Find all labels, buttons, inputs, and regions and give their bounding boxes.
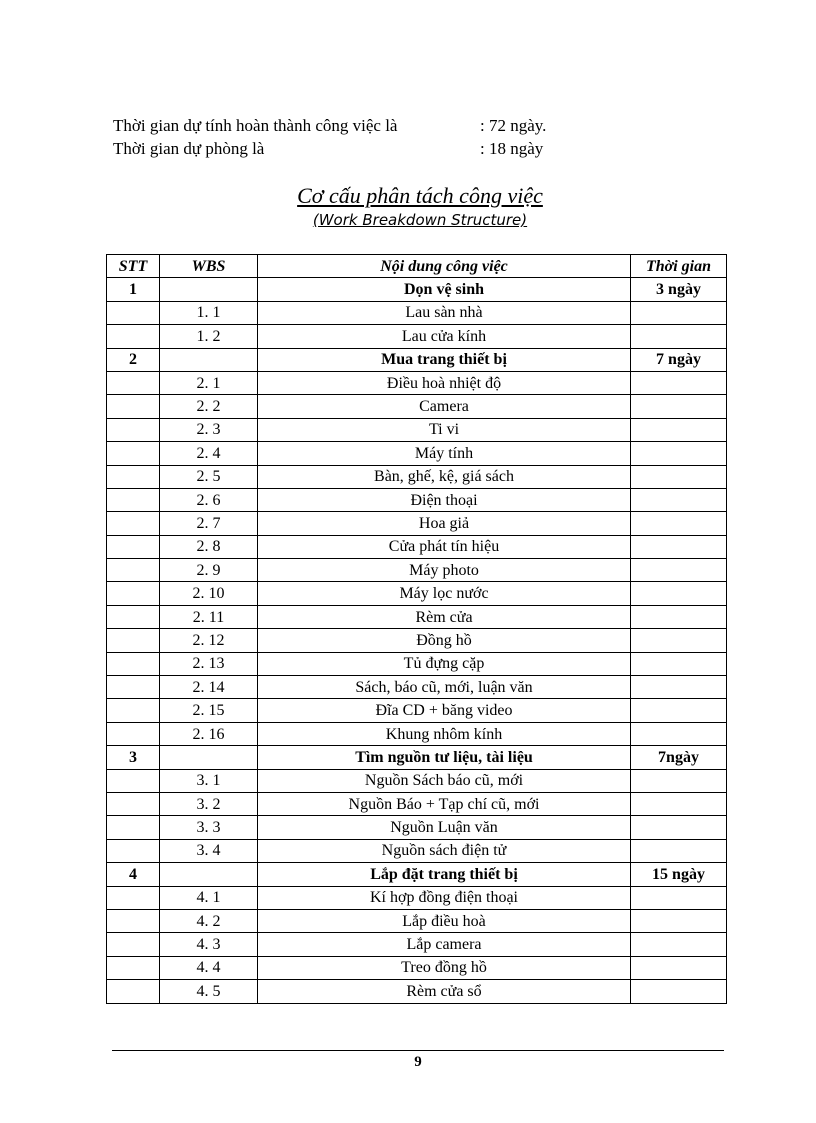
cell-wbs — [160, 348, 258, 371]
cell-time — [631, 301, 727, 324]
cell-content: Lau cửa kính — [258, 325, 631, 348]
cell-stt — [107, 418, 160, 441]
cell-stt — [107, 676, 160, 699]
cell-time — [631, 886, 727, 909]
cell-wbs — [160, 278, 258, 301]
cell-wbs: 3. 4 — [160, 839, 258, 862]
cell-content: Sách, báo cũ, mới, luận văn — [258, 676, 631, 699]
table-row — [107, 980, 727, 1003]
cell-time — [631, 582, 727, 605]
cell-content: Điều hoà nhiệt độ — [258, 371, 631, 394]
table-body — [107, 278, 727, 1003]
intro-label: Thời gian dự tính hoàn thành công việc là — [113, 116, 398, 135]
cell-time — [631, 699, 727, 722]
cell-time — [631, 488, 727, 511]
cell-content: Nguồn Sách báo cũ, mới — [258, 769, 631, 792]
table-row — [107, 909, 727, 932]
cell-content: Dọn vệ sinh — [258, 278, 631, 301]
cell-time — [631, 512, 727, 535]
cell-content: Tủ đựng cặp — [258, 652, 631, 675]
cell-content: Điện thoại — [258, 488, 631, 511]
cell-content: Bàn, ghế, kệ, giá sách — [258, 465, 631, 488]
cell-content: Ti vi — [258, 418, 631, 441]
table-row — [107, 512, 727, 535]
intro-label: Thời gian dự phòng là — [113, 139, 265, 158]
table-row — [107, 535, 727, 558]
cell-wbs: 3. 1 — [160, 769, 258, 792]
table-row — [107, 792, 727, 815]
header-wbs: WBS — [160, 255, 258, 278]
cell-content: Đồng hồ — [258, 629, 631, 652]
cell-stt — [107, 442, 160, 465]
cell-time — [631, 559, 727, 582]
table-group-row — [107, 348, 727, 371]
cell-time: 7ngày — [631, 746, 727, 769]
document-subtitle: (Work Breakdown Structure) — [312, 211, 528, 229]
cell-stt — [107, 465, 160, 488]
table-group-row — [107, 746, 727, 769]
cell-wbs: 2. 1 — [160, 371, 258, 394]
table-row — [107, 301, 727, 324]
cell-stt — [107, 956, 160, 979]
cell-stt: 1 — [107, 278, 160, 301]
cell-wbs: 2. 15 — [160, 699, 258, 722]
cell-content: Cửa phát tín hiệu — [258, 535, 631, 558]
cell-wbs: 2. 13 — [160, 652, 258, 675]
header-time: Thời gian — [631, 255, 727, 278]
cell-content: Nguồn Luận văn — [258, 816, 631, 839]
table-row — [107, 676, 727, 699]
cell-stt — [107, 886, 160, 909]
table-row — [107, 839, 727, 862]
cell-stt: 4 — [107, 863, 160, 886]
table-row — [107, 605, 727, 628]
cell-time — [631, 371, 727, 394]
cell-stt — [107, 816, 160, 839]
cell-time — [631, 933, 727, 956]
cell-wbs: 2. 8 — [160, 535, 258, 558]
cell-wbs: 2. 7 — [160, 512, 258, 535]
cell-wbs: 2. 10 — [160, 582, 258, 605]
cell-wbs: 1. 1 — [160, 301, 258, 324]
cell-time — [631, 909, 727, 932]
cell-time — [631, 956, 727, 979]
cell-time — [631, 442, 727, 465]
cell-content: Nguồn sách điện tử — [258, 839, 631, 862]
cell-time: 3 ngày — [631, 278, 727, 301]
page-number: 9 — [414, 1054, 422, 1070]
cell-content: Camera — [258, 395, 631, 418]
cell-stt — [107, 512, 160, 535]
cell-content: Treo đồng hồ — [258, 956, 631, 979]
document-title: Cơ cấu phân tách công việc — [297, 183, 543, 208]
cell-content: Máy lọc nước — [258, 582, 631, 605]
cell-wbs: 2. 16 — [160, 722, 258, 745]
cell-wbs: 4. 5 — [160, 980, 258, 1003]
cell-time — [631, 676, 727, 699]
table-row — [107, 582, 727, 605]
cell-stt — [107, 559, 160, 582]
cell-stt — [107, 325, 160, 348]
table-row — [107, 956, 727, 979]
cell-content: Mua trang thiết bị — [258, 348, 631, 371]
cell-time — [631, 535, 727, 558]
cell-time — [631, 839, 727, 862]
cell-wbs: 2. 12 — [160, 629, 258, 652]
table-row — [107, 371, 727, 394]
cell-wbs: 2. 5 — [160, 465, 258, 488]
cell-wbs — [160, 863, 258, 886]
cell-content: Khung nhôm kính — [258, 722, 631, 745]
cell-time — [631, 652, 727, 675]
cell-time — [631, 769, 727, 792]
cell-stt — [107, 769, 160, 792]
cell-content: Lắp điều hoà — [258, 909, 631, 932]
table-row — [107, 722, 727, 745]
cell-stt — [107, 395, 160, 418]
table-row — [107, 933, 727, 956]
cell-wbs: 2. 4 — [160, 442, 258, 465]
table-header-row — [107, 255, 727, 278]
cell-wbs: 2. 3 — [160, 418, 258, 441]
cell-content: Lắp đặt trang thiết bị — [258, 863, 631, 886]
table-row — [107, 699, 727, 722]
cell-time: 7 ngày — [631, 348, 727, 371]
cell-content: Đĩa CD + băng video — [258, 699, 631, 722]
cell-time — [631, 325, 727, 348]
cell-content: Kí hợp đồng điện thoại — [258, 886, 631, 909]
table-row — [107, 325, 727, 348]
cell-content: Rèm cửa — [258, 605, 631, 628]
cell-stt — [107, 933, 160, 956]
cell-stt — [107, 980, 160, 1003]
table-row — [107, 629, 727, 652]
cell-stt — [107, 371, 160, 394]
cell-wbs: 2. 9 — [160, 559, 258, 582]
cell-stt — [107, 652, 160, 675]
cell-wbs: 4. 4 — [160, 956, 258, 979]
header-content: Nội dung công việc — [258, 255, 631, 278]
cell-stt — [107, 839, 160, 862]
table-row — [107, 418, 727, 441]
cell-stt — [107, 605, 160, 628]
cell-content: Nguồn Báo + Tạp chí cũ, mới — [258, 792, 631, 815]
cell-stt — [107, 792, 160, 815]
cell-time — [631, 395, 727, 418]
cell-wbs: 2. 6 — [160, 488, 258, 511]
intro-value: : 18 ngày — [480, 139, 544, 158]
cell-time — [631, 980, 727, 1003]
cell-stt: 2 — [107, 348, 160, 371]
cell-stt — [107, 909, 160, 932]
cell-stt — [107, 535, 160, 558]
cell-content: Máy photo — [258, 559, 631, 582]
cell-wbs: 2. 14 — [160, 676, 258, 699]
cell-stt — [107, 629, 160, 652]
cell-time — [631, 722, 727, 745]
cell-wbs: 2. 2 — [160, 395, 258, 418]
table-row — [107, 488, 727, 511]
table-row — [107, 816, 727, 839]
header-stt: STT — [107, 255, 160, 278]
cell-content: Rèm cửa sổ — [258, 980, 631, 1003]
cell-wbs: 2. 11 — [160, 605, 258, 628]
intro-value: : 72 ngày. — [480, 116, 547, 135]
cell-content: Lau sàn nhà — [258, 301, 631, 324]
cell-time — [631, 465, 727, 488]
cell-content: Máy tính — [258, 442, 631, 465]
cell-stt — [107, 699, 160, 722]
cell-content: Tìm nguồn tư liệu, tài liệu — [258, 746, 631, 769]
table-row — [107, 395, 727, 418]
table-group-row — [107, 863, 727, 886]
cell-time — [631, 816, 727, 839]
table-row — [107, 465, 727, 488]
cell-content: Hoa giả — [258, 512, 631, 535]
cell-stt: 3 — [107, 746, 160, 769]
cell-stt — [107, 582, 160, 605]
table-row — [107, 559, 727, 582]
cell-time: 15 ngày — [631, 863, 727, 886]
table-row — [107, 652, 727, 675]
table-row — [107, 442, 727, 465]
footer-divider — [112, 1050, 724, 1051]
cell-stt — [107, 488, 160, 511]
table-row — [107, 886, 727, 909]
cell-wbs: 1. 2 — [160, 325, 258, 348]
cell-wbs: 3. 2 — [160, 792, 258, 815]
table-row — [107, 769, 727, 792]
table-group-row — [107, 278, 727, 301]
cell-time — [631, 605, 727, 628]
cell-wbs — [160, 746, 258, 769]
cell-wbs: 4. 1 — [160, 886, 258, 909]
cell-time — [631, 792, 727, 815]
wbs-table — [106, 254, 727, 1004]
cell-wbs: 4. 3 — [160, 933, 258, 956]
cell-time — [631, 629, 727, 652]
cell-stt — [107, 301, 160, 324]
cell-wbs: 3. 3 — [160, 816, 258, 839]
cell-time — [631, 418, 727, 441]
cell-wbs: 4. 2 — [160, 909, 258, 932]
cell-stt — [107, 722, 160, 745]
cell-content: Lắp camera — [258, 933, 631, 956]
